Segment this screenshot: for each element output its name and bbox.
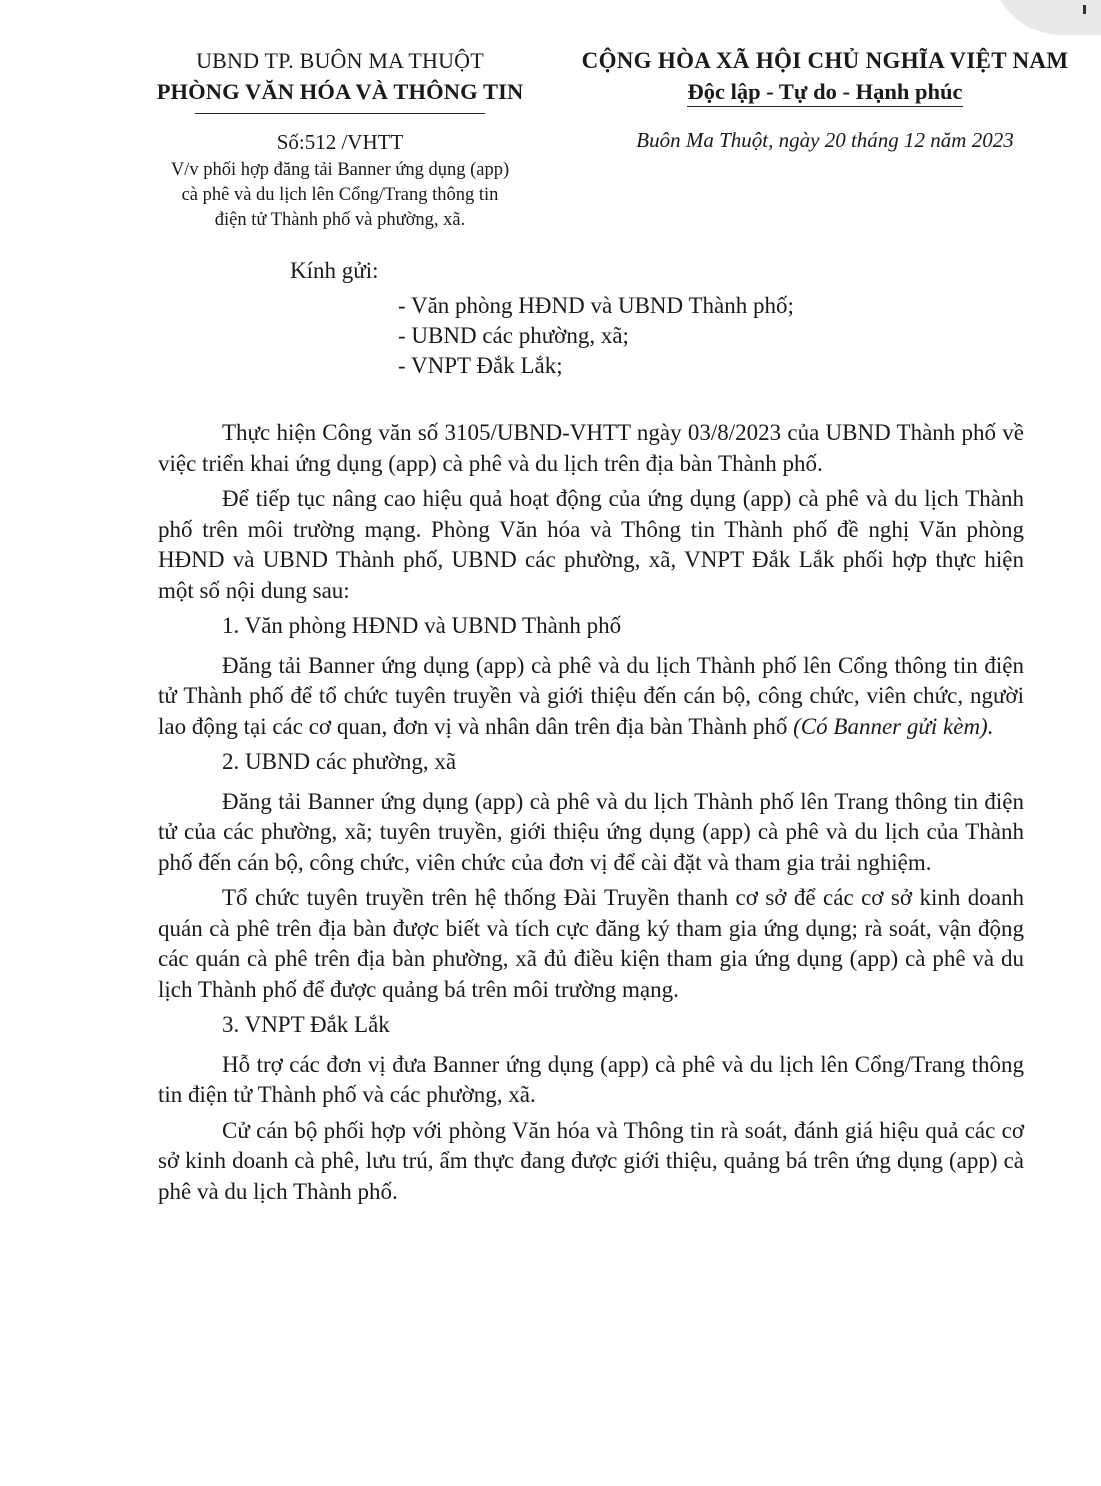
attachment-note: (Có Banner gửi kèm). — [793, 713, 994, 739]
section-heading-3: 3. VNPT Đắk Lắk — [222, 1012, 390, 1037]
section-1-text: Đăng tải Banner ứng dụng (app) cà phê và du lịch Thành phố lên Cổng thông tin điện tử Thành phố để tổ chức tuyên truyền và giới thiệu đến cán bộ, công chức, viên chức, người lao động tại các cơ quan, đơn vị và nhân dân trên địa bàn Thành phố — [158, 652, 1024, 739]
section-2-paragraph-1: Đăng tải Banner ứng dụng (app) cà phê và du lịch Thành phố lên Trang thông tin điện tử của các phường, xã; tuyên truyền, giới thiệu ứng dụng (app) cà phê và du lịch của Thành phố đến cán bộ, công chức, viên chức của đơn vị để cài đặt và tham gia trải nghiệm. — [158, 788, 1024, 875]
document-header — [0, 48, 1101, 238]
request-paragraph: Để tiếp tục nâng cao hiệu quả hoạt động của ứng dụng (app) cà phê và du lịch Thành phố trên môi trường mạng. Phòng Văn hóa và Thông tin Thành phố đề nghị Văn phòng HĐND và UBND Thành phố, UBND các phường, xã, VNPT Đắk Lắk phối hợp thực hiện một số nội dung sau: — [158, 486, 1024, 603]
page-corner — [991, 0, 1101, 35]
recipient-list — [398, 291, 794, 381]
document-subject — [100, 158, 580, 233]
place-date: Buôn Ma Thuột, ngày 20 tháng 12 năm 2023 — [636, 128, 1014, 152]
agency-parent: UBND TP. BUÔN MA THUỘT — [196, 48, 484, 73]
section-3-paragraph-2: Cử cán bộ phối hợp với phòng Văn hóa và Thông tin rà soát, đánh giá hiệu quả các cơ sở kinh doanh cà phê, lưu trú, ẩm thực đang được giới thiệu, quảng bá trên ứng dụng (app) cà phê và du lịch Thành phố. — [158, 1117, 1024, 1204]
section-3-paragraph-1: Hỗ trợ các đơn vị đưa Banner ứng dụng (app) cà phê và du lịch lên Cổng/Trang thông tin điện tử Thành phố và các phường, xã. — [158, 1051, 1024, 1107]
section-heading-1: 1. Văn phòng HĐND và UBND Thành phố — [222, 613, 622, 638]
recipient-item: - VNPT Đắk Lắk; — [398, 353, 563, 378]
agency-underline — [195, 113, 485, 114]
section-1-paragraph — [158, 651, 1024, 743]
section-heading-2: 2. UBND các phường, xã — [222, 749, 457, 774]
subject-line: V/v phối hợp đăng tải Banner ứng dụng (app) — [170, 160, 510, 180]
subject-line: điện tử Thành phố và phường, xã. — [214, 210, 466, 230]
agency-name: PHÒNG VĂN HÓA VÀ THÔNG TIN — [156, 79, 524, 104]
motto-text: Độc lập - Tự do - Hạnh phúc — [687, 79, 962, 107]
section-2-paragraph-2: Tổ chức tuyên truyền trên hệ thống Đài Truyền thanh cơ sở để các cơ sở kinh doanh quán cà phê trên địa bàn được biết và tích cực đăng ký tham gia ứng dụng; rà soát, vận động các quán cà phê trên địa bàn phường, xã đủ điều kiện tham gia ứng dụng (app) cà phê và du lịch Thành phố để được quảng bá trên môi trường mạng. — [158, 885, 1024, 1002]
nation-title: CỘNG HÒA XÃ HỘI CHỦ NGHĨA VIỆT NAM — [581, 48, 1069, 73]
document-body — [158, 418, 1024, 1212]
national-motto — [560, 79, 1090, 107]
intro-paragraph: Thực hiện Công văn số 3105/UBND-VHTT ngày 03/8/2023 của UBND Thành phố về việc triển khai ứng dụng (app) cà phê và du lịch trên địa bàn Thành phố. — [158, 420, 1024, 476]
recipient-item: - Văn phòng HĐND và UBND Thành phố; — [398, 293, 794, 318]
document-number: Số:512 /VHTT — [276, 130, 404, 154]
recipient-item: - UBND các phường, xã; — [398, 323, 629, 348]
greeting: Kính gửi: — [290, 258, 379, 283]
subject-line: cà phê và du lịch lên Cổng/Trang thông tin — [181, 185, 499, 205]
